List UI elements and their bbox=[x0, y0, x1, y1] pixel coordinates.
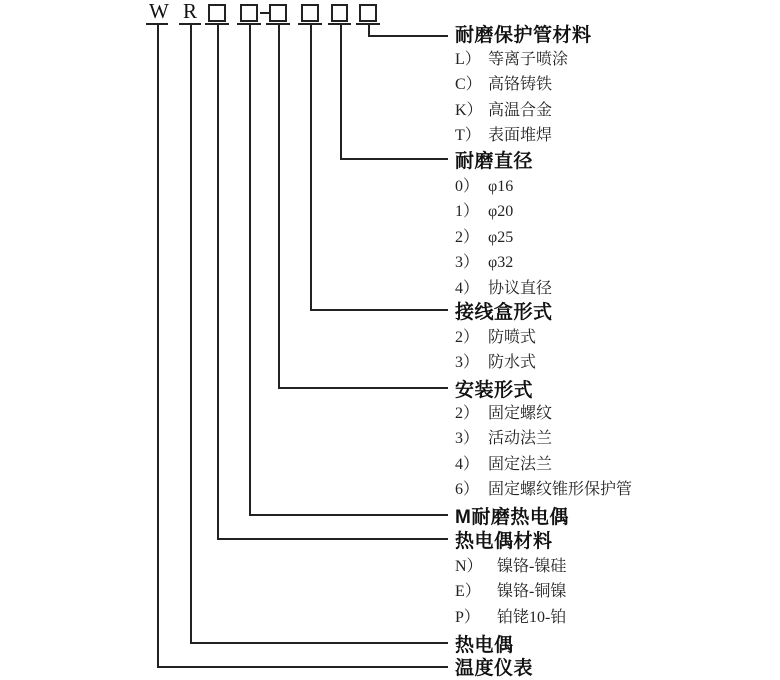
code-box bbox=[359, 4, 377, 22]
option-row-wear-diameter bbox=[455, 177, 513, 197]
option-key: K） bbox=[455, 102, 483, 119]
option-key: E） bbox=[455, 583, 481, 600]
option-key: 4） bbox=[455, 456, 480, 473]
code-box bbox=[301, 4, 319, 22]
code-box bbox=[269, 4, 287, 22]
connector-line-temperature-instrument bbox=[157, 25, 448, 668]
option-key: 2） bbox=[455, 229, 480, 246]
option-row-thermocouple-material bbox=[455, 608, 566, 628]
option-row-wear-protection-tube-material bbox=[455, 50, 568, 70]
option-row-wear-diameter bbox=[455, 279, 552, 299]
option-key: 3） bbox=[455, 430, 480, 447]
section-title-wear-diameter: 耐磨直径 bbox=[455, 151, 534, 172]
option-key: 1） bbox=[455, 203, 480, 220]
option-row-thermocouple-material bbox=[455, 582, 566, 602]
section-title-junction-box-type: 接线盒形式 bbox=[455, 302, 553, 323]
code-letter-R: R bbox=[182, 0, 197, 23]
option-label: 固定螺纹 bbox=[488, 405, 553, 422]
option-row-mounting-type bbox=[455, 429, 552, 449]
option-row-wear-protection-tube-material bbox=[455, 101, 552, 121]
option-label: 协议直径 bbox=[488, 280, 553, 297]
option-key: 3） bbox=[455, 254, 480, 271]
option-key: T） bbox=[455, 127, 481, 144]
code-box bbox=[240, 4, 258, 22]
option-label: 等离子喷涂 bbox=[488, 51, 569, 68]
section-title-mounting-type: 安装形式 bbox=[455, 380, 534, 401]
section-title-temperature-instrument: 温度仪表 bbox=[455, 658, 534, 679]
option-label: 固定法兰 bbox=[488, 456, 553, 473]
option-label: 固定螺纹锥形保护管 bbox=[488, 481, 633, 498]
option-label: φ32 bbox=[488, 254, 514, 271]
option-label: 镍铬-铜镍 bbox=[497, 583, 567, 600]
option-label: φ25 bbox=[488, 229, 514, 246]
code-box bbox=[331, 4, 348, 22]
option-key: C） bbox=[455, 76, 482, 93]
option-key: 0） bbox=[455, 178, 480, 195]
option-row-junction-box-type bbox=[455, 353, 536, 373]
option-key: 2） bbox=[455, 329, 480, 346]
option-key: 3） bbox=[455, 354, 480, 371]
option-label: 高铬铸铁 bbox=[488, 76, 553, 93]
option-label: 防水式 bbox=[488, 354, 537, 371]
option-row-wear-diameter bbox=[455, 253, 513, 273]
option-label: 铂铑10-铂 bbox=[497, 609, 567, 626]
option-row-thermocouple-material bbox=[455, 557, 566, 577]
option-key: 2） bbox=[455, 405, 480, 422]
section-title-wear-protection-tube-material: 耐磨保护管材料 bbox=[455, 25, 592, 46]
code-letter-W: W bbox=[149, 0, 169, 23]
option-row-mounting-type bbox=[455, 455, 552, 475]
section-title-thermocouple-material: 热电偶材料 bbox=[455, 531, 553, 552]
option-row-wear-protection-tube-material bbox=[455, 75, 552, 95]
option-label: 镍铬-镍硅 bbox=[497, 558, 567, 575]
option-row-junction-box-type bbox=[455, 328, 536, 348]
option-label: 防喷式 bbox=[488, 329, 537, 346]
option-row-wear-diameter bbox=[455, 228, 513, 248]
option-row-mounting-type bbox=[455, 404, 552, 424]
option-key: 6） bbox=[455, 481, 480, 498]
option-label: φ16 bbox=[488, 178, 514, 195]
section-title-thermocouple: 热电偶 bbox=[455, 635, 514, 656]
section-title-m-wear-resistant-thermocouple: M耐磨热电偶 bbox=[455, 507, 569, 528]
option-key: L） bbox=[455, 51, 481, 68]
option-label: 表面堆焊 bbox=[488, 127, 553, 144]
option-key: 4） bbox=[455, 280, 480, 297]
option-row-mounting-type bbox=[455, 480, 632, 500]
code-box bbox=[208, 4, 226, 22]
option-label: 高温合金 bbox=[488, 102, 553, 119]
option-key: P） bbox=[455, 609, 480, 626]
option-key: N） bbox=[455, 558, 483, 575]
option-row-wear-protection-tube-material bbox=[455, 126, 552, 146]
option-row-wear-diameter bbox=[455, 202, 513, 222]
option-label: 活动法兰 bbox=[488, 430, 553, 447]
option-label: φ20 bbox=[488, 203, 514, 220]
